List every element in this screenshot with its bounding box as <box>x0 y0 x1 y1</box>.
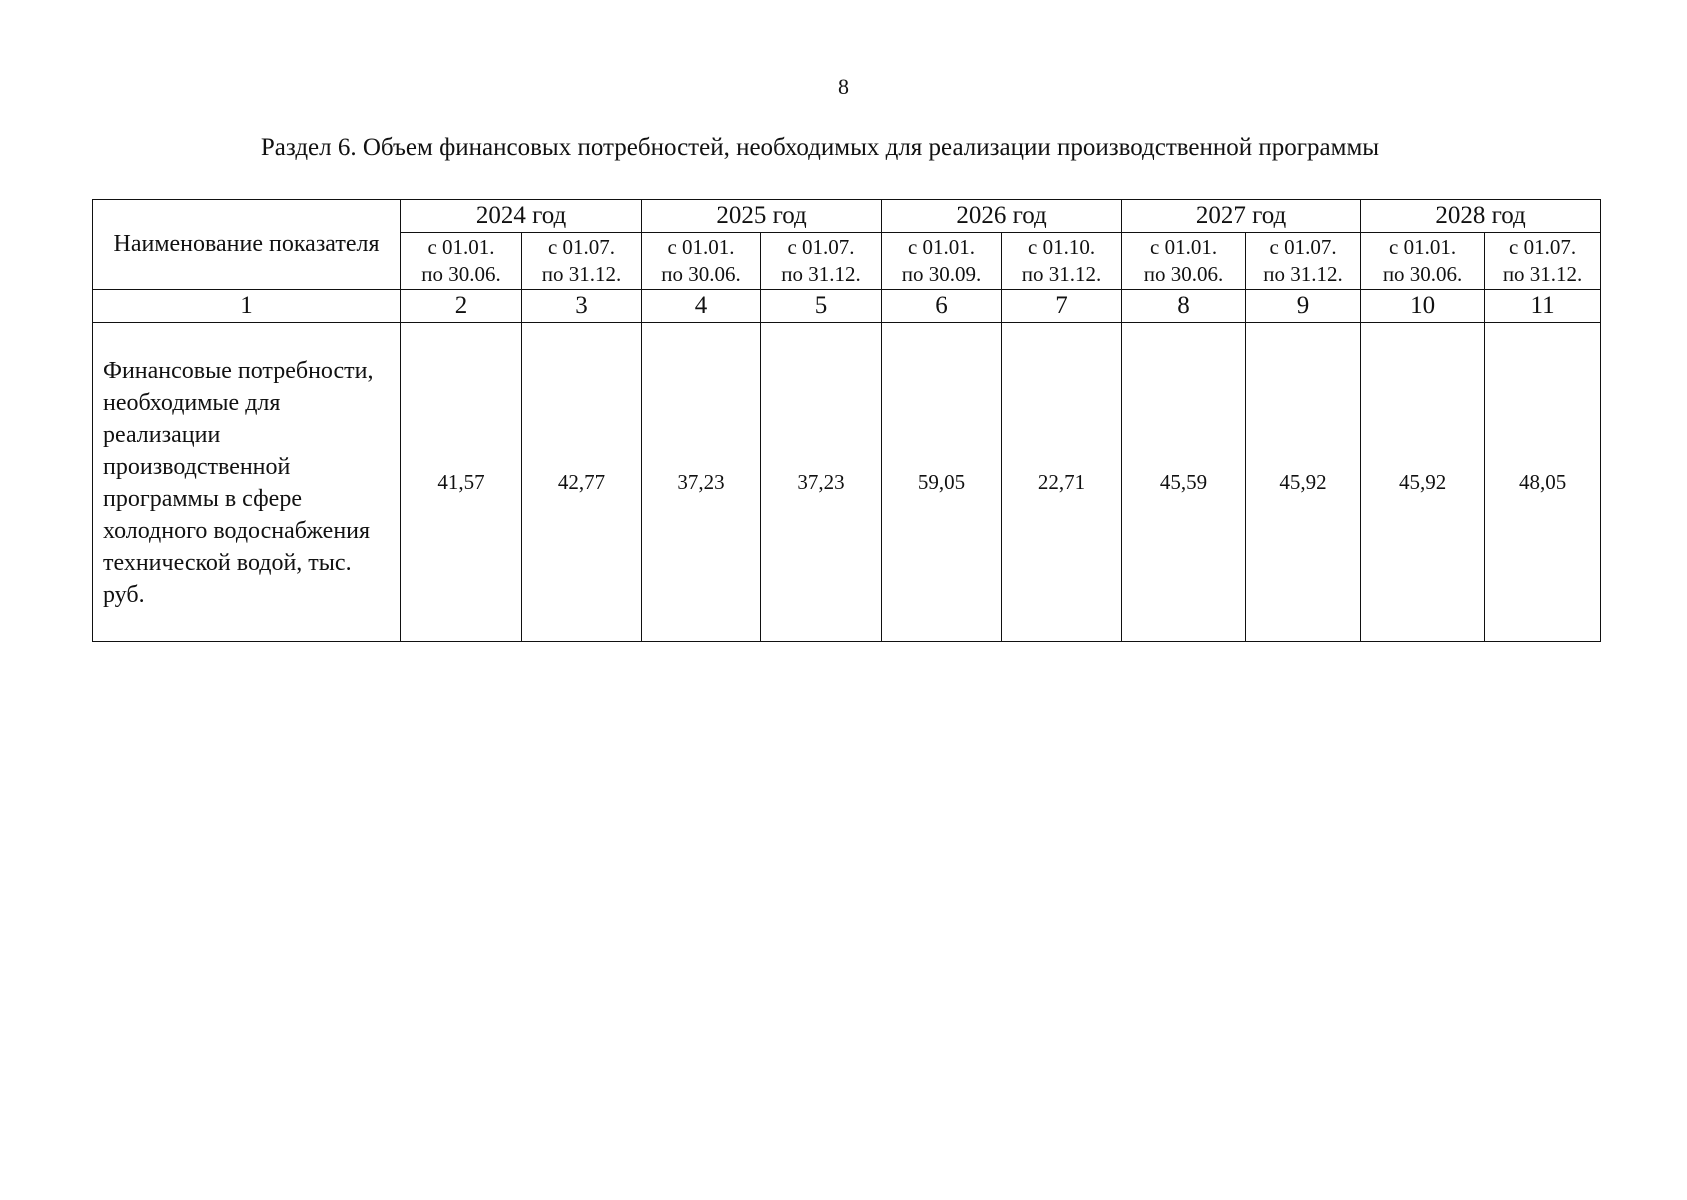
period-end: по 31.12. <box>781 262 861 286</box>
value-cell: 42,77 <box>522 323 642 642</box>
value-cell: 45,92 <box>1246 323 1361 642</box>
period-header <box>1485 233 1601 290</box>
value-cell: 48,05 <box>1485 323 1601 642</box>
page-number: 8 <box>838 74 849 99</box>
column-number: 5 <box>761 290 882 323</box>
period-start: с 01.07. <box>547 235 616 259</box>
column-number: 2 <box>401 290 522 323</box>
period-header <box>1246 233 1361 290</box>
period-header <box>1361 233 1485 290</box>
value-cell: 22,71 <box>1002 323 1122 642</box>
column-number-row <box>93 290 1601 323</box>
year-header-2028: 2028 год <box>1361 200 1601 233</box>
period-end: по 31.12. <box>1263 262 1343 286</box>
section-title: Раздел 6. Объем финансовых потребностей, необходимых для реализации производственной программы <box>260 134 1380 161</box>
period-start: с 01.07. <box>1269 235 1337 259</box>
period-start: с 01.01. <box>907 235 976 259</box>
period-start: с 01.01. <box>1150 235 1218 259</box>
period-end: по 30.06. <box>1143 262 1224 286</box>
period-end: по 31.12. <box>1021 262 1102 286</box>
year-header-2027: 2027 год <box>1122 200 1361 233</box>
period-start: с 01.01. <box>1389 235 1457 259</box>
period-end: по 30.09. <box>901 262 982 286</box>
column-number: 7 <box>1002 290 1122 323</box>
column-number: 3 <box>522 290 642 323</box>
value-cell: 59,05 <box>882 323 1002 642</box>
period-start: с 01.07. <box>1509 235 1577 259</box>
financial-needs-table <box>92 199 1601 642</box>
year-header-2024: 2024 год <box>401 200 642 233</box>
period-header <box>401 233 522 290</box>
period-end: по 30.06. <box>421 262 501 286</box>
value-cell: 45,92 <box>1361 323 1485 642</box>
column-number: 4 <box>642 290 761 323</box>
value-cell: 37,23 <box>761 323 882 642</box>
column-number: 9 <box>1246 290 1361 323</box>
period-end: по 31.12. <box>1502 262 1583 286</box>
indicator-name: Финансовые потребности, необходимые для реализации производственной программы в сфере холодного водоснабжения технической водой, тыс. руб. <box>93 323 401 642</box>
period-header <box>761 233 882 290</box>
period-start: с 01.07. <box>787 235 855 259</box>
period-header <box>882 233 1002 290</box>
value-cell: 45,59 <box>1122 323 1246 642</box>
year-header-2026: 2026 год <box>882 200 1122 233</box>
year-header-2025: 2025 год <box>642 200 882 233</box>
period-start: с 01.10. <box>1028 235 1096 259</box>
column-number: 1 <box>93 290 401 323</box>
period-end: по 30.06. <box>661 262 741 286</box>
column-number: 6 <box>882 290 1002 323</box>
column-number: 8 <box>1122 290 1246 323</box>
table-row <box>93 323 1601 642</box>
period-header <box>1002 233 1122 290</box>
period-start: с 01.01. <box>667 235 735 259</box>
value-cell: 41,57 <box>401 323 522 642</box>
period-header <box>522 233 642 290</box>
period-header <box>642 233 761 290</box>
period-end: по 30.06. <box>1382 262 1463 286</box>
period-header <box>1122 233 1246 290</box>
period-start: с 01.01. <box>427 235 495 259</box>
column-number: 11 <box>1485 290 1601 323</box>
column-number: 10 <box>1361 290 1485 323</box>
indicator-name-header: Наименование показателя <box>93 200 401 290</box>
period-end: по 31.12. <box>541 262 622 286</box>
value-cell: 37,23 <box>642 323 761 642</box>
